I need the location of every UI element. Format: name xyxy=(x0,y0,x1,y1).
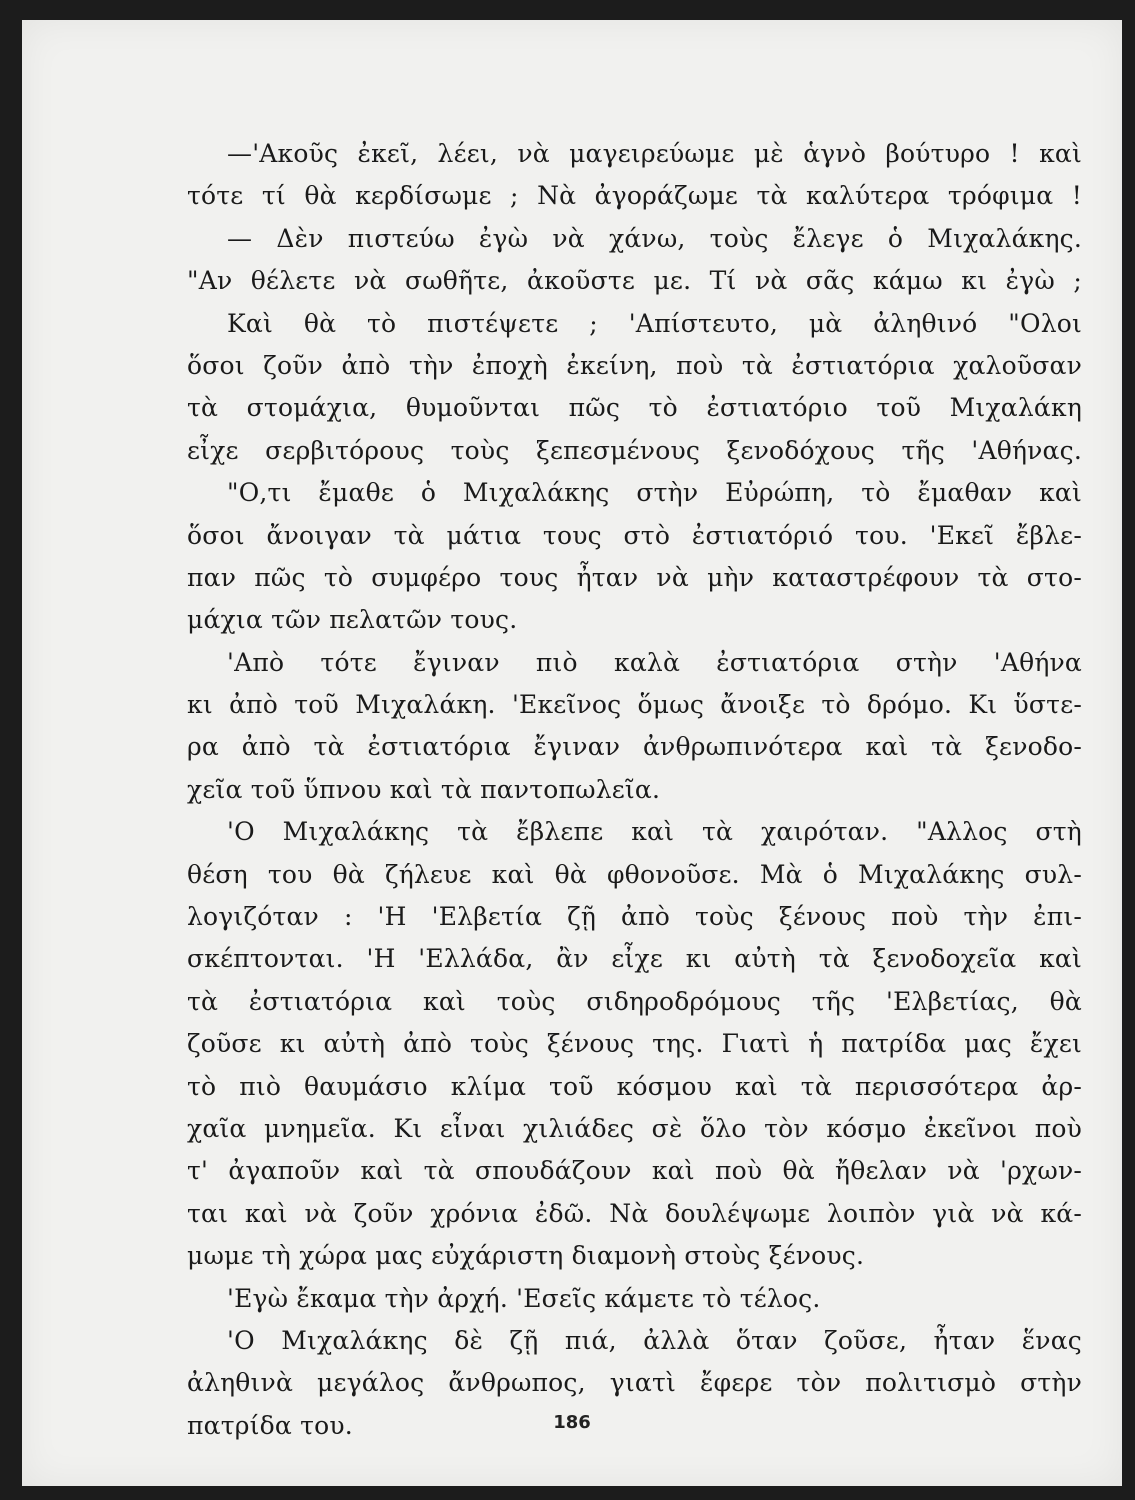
text-line: — Δὲν πιστεύω ἐγὼ νὰ χάνω, τοὺς ἔλεγε ὁ Μιχαλάκης. xyxy=(227,223,1082,253)
text-line: "Ο,τι ἔμαθε ὁ Μιχαλάκης στὴν Εὐρώπη, τὸ ἔμαθαν καὶ xyxy=(227,478,1082,508)
body-text xyxy=(187,133,1082,1447)
text-line: Καὶ θὰ τὸ πιστέψετε ; 'Απίστευτο, μὰ ἀληθινό "Ολοι xyxy=(227,308,1082,338)
text-line: 'Απὸ τότε ἔγιναν πιὸ καλὰ ἐστιατόρια στὴν 'Αθήνα xyxy=(227,647,1082,677)
text-line: 'Ο Μιχαλάκης τὰ ἔβλεπε καὶ τὰ χαιρόταν. "Αλλος στὴ xyxy=(227,817,1082,847)
text-line: τότε τί θὰ κερδίσωμε ; Νὰ ἀγοράζωμε τὰ καλύτερα τρόφιμα ! xyxy=(187,181,1082,211)
text-line: —'Ακοῦς ἐκεῖ, λέει, νὰ μαγειρεύωμε μὲ ἁγνὸ βούτυρο ! καὶ xyxy=(227,139,1082,168)
text-line: τὰ ἐστιατόρια καὶ τοὺς σιδηροδρόμους τῆς 'Ελβετίας, θὰ xyxy=(187,986,1082,1016)
text-line: μωμε τὴ χώρα μας εὐχάριστη διαμονὴ στοὺς ξένους. xyxy=(187,1241,865,1271)
text-line: πατρίδα του. xyxy=(187,1410,353,1440)
text-line: κι ἀπὸ τοῦ Μιχαλάκη. 'Εκεῖνος ὅμως ἄνοιξε τὸ δρόμο. Κι ὕστε- xyxy=(187,690,1082,720)
text-line: μάχια τῶν πελατῶν τους. xyxy=(187,605,518,635)
text-line: θέση του θὰ ζήλευε καὶ θὰ φθονοῦσε. Μὰ ὁ Μιχαλάκης συλ- xyxy=(187,859,1082,889)
book-page xyxy=(22,20,1122,1486)
text-line: τ' ἀγαποῦν καὶ τὰ σπουδάζουν καὶ ποὺ θὰ ἤθελαν νὰ 'ρχων- xyxy=(187,1156,1082,1186)
text-line: χεῖα τοῦ ὕπνου καὶ τὰ παντοπωλεῖα. xyxy=(187,774,661,804)
text-line: 'Ο Μιχαλάκης δὲ ζῇ πιά, ἀλλὰ ὅταν ζοῦσε, ἦταν ἕνας xyxy=(227,1325,1082,1355)
text-line: λογιζόταν : 'Η 'Ελβετία ζῇ ἀπὸ τοὺς ξένους ποὺ τὴν ἐπι- xyxy=(187,902,1082,932)
text-line: τὸ πιὸ θαυμάσιο κλίμα τοῦ κόσμου καὶ τὰ περισσότερα ἀρ- xyxy=(187,1071,1082,1101)
text-line: παν πῶς τὸ συμφέρο τους ἦταν νὰ μὴν καταστρέφουν τὰ στο- xyxy=(187,562,1082,592)
text-line: 'Εγὼ ἔκαμα τὴν ἀρχή. 'Εσεῖς κάμετε τὸ τέλος. xyxy=(227,1283,821,1313)
text-line: ἀληθινὰ μεγάλος ἄνθρωπος, γιατὶ ἔφερε τὸν πολιτισμὸ στὴν xyxy=(187,1368,1082,1398)
text-line: τὰ στομάχια, θυμοῦνται πῶς τὸ ἐστιατόριο τοῦ Μιχαλάκη xyxy=(187,393,1082,423)
text-line: ὅσοι ζοῦν ἀπὸ τὴν ἐποχὴ ἐκείνη, ποὺ τὰ ἐστιατόρια χαλοῦσαν xyxy=(187,350,1082,380)
text-line: "Αν θέλετε νὰ σωθῆτε, ἀκοῦστε με. Τί νὰ σᾶς κάμω κι ἐγὼ ; xyxy=(187,266,1082,296)
text-line: ζοῦσε κι αὐτὴ ἀπὸ τοὺς ξένους της. Γιατὶ ἡ πατρίδα μας ἔχει xyxy=(187,1029,1082,1059)
text-line: εἶχε σερβιτόρους τοὺς ξεπεσμένους ξενοδόχους τῆς 'Αθήνας. xyxy=(187,435,1082,465)
text-line: σκέπτονται. 'Η 'Ελλάδα, ἂν εἶχε κι αὐτὴ τὰ ξενοδοχεῖα καὶ xyxy=(187,944,1082,974)
text-line: ὅσοι ἄνοιγαν τὰ μάτια τους στὸ ἐστιατόριό του. 'Εκεῖ ἔβλε- xyxy=(187,520,1082,550)
text-line: ται καὶ νὰ ζοῦν χρόνια ἐδῶ. Νὰ δουλέψωμε λοιπὸν γιὰ νὰ κά- xyxy=(187,1198,1082,1228)
text-line: χαῖα μνημεῖα. Κι εἶναι χιλιάδες σὲ ὅλο τὸν κόσμο ἐκεῖνοι ποὺ xyxy=(187,1113,1082,1143)
text-line: ρα ἀπὸ τὰ ἐστιατόρια ἔγιναν ἀνθρωπινότερα καὶ τὰ ξενοδο- xyxy=(187,732,1082,762)
page-number: 186 xyxy=(553,1412,591,1433)
